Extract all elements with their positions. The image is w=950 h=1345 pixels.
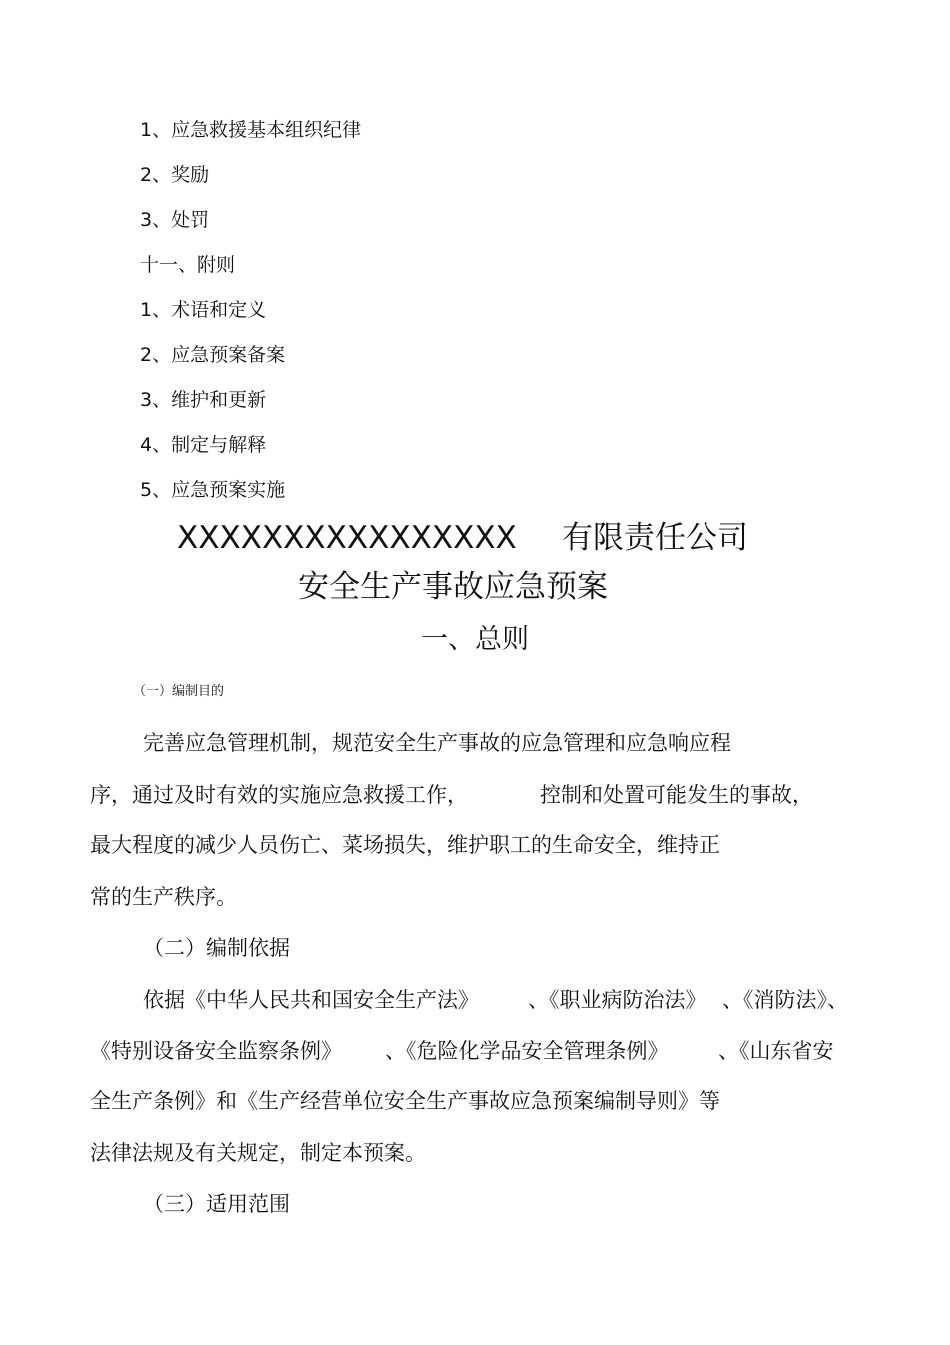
paragraph-line: 完善应急管理机制，规范安全生产事故的应急管理和应急响应程 [143, 731, 731, 755]
paragraph-line: 、《山东省安 [718, 1039, 834, 1063]
paragraph-line: 、《职业病防治法》 [528, 988, 707, 1012]
toc-item: 十一、附则 [140, 254, 236, 276]
section-heading-basis: （二）编制依据 [143, 936, 290, 960]
toc-item: 1、术语和定义 [140, 299, 267, 321]
paragraph-line: 最大程度的减少人员伤亡、菜场损失，维护职工的生命安全，维持正 [90, 833, 720, 857]
chapter-title: 一、总则 [421, 624, 529, 655]
paragraph-line: 、《消防法》、 [722, 988, 848, 1012]
paragraph-line: 、《危险化学品安全管理条例》 [385, 1039, 669, 1063]
toc-item: 3、处罚 [140, 209, 210, 231]
toc-item: 2、应急预案备案 [140, 344, 286, 366]
paragraph-line: 全生产条例》和《生产经营单位安全生产事故应急预案编制导则》等 [90, 1089, 720, 1113]
paragraph-line: 控制和处置可能发生的事故， [540, 783, 813, 807]
toc-item: 1、应急救援基本组织纪律 [140, 119, 362, 141]
paragraph-line: 法律法规及有关规定，制定本预案。 [90, 1141, 426, 1165]
toc-item: 5、应急预案实施 [140, 479, 286, 501]
section-heading-scope: （三）适用范围 [143, 1192, 290, 1216]
toc-item: 2、奖励 [140, 164, 210, 186]
section-heading-purpose: （一）编制目的 [133, 684, 225, 699]
paragraph-line: 依据《中华人民共和国安全生产法》 [143, 988, 479, 1012]
paragraph-line: 《特别设备安全监察条例》 [90, 1039, 342, 1063]
toc-item: 4、制定与解释 [140, 434, 267, 456]
paragraph-line: 常的生产秩序。 [90, 885, 237, 909]
plan-title: 安全生产事故应急预案 [298, 569, 608, 605]
company-suffix: 有限责任公司 [562, 520, 748, 556]
company-placeholder: XXXXXXXXXXXXXXXX [177, 520, 517, 556]
toc-item: 3、维护和更新 [140, 389, 267, 411]
paragraph-line: 序，通过及时有效的实施应急救援工作， [90, 783, 468, 807]
